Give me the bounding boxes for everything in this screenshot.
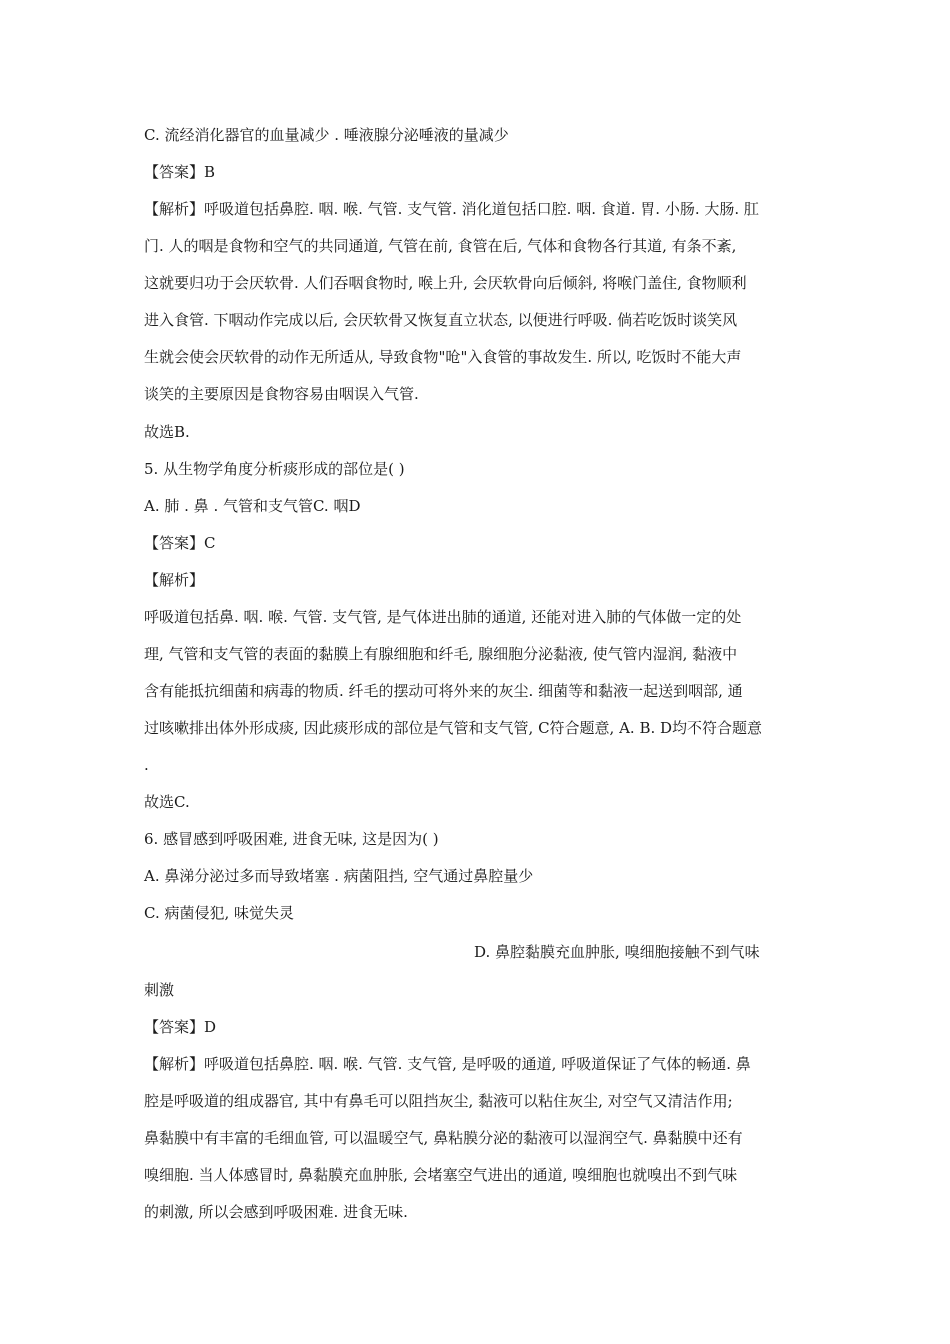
analysis-line: 进入食管. 下咽动作完成以后, 会厌软骨又恢复直立状态, 以便进行呼吸. 倘若吃饭时谈笑风 xyxy=(144,311,738,329)
analysis-line: 含有能抵抗细菌和病毒的物质. 纤毛的摆动可将外来的灰尘. 细菌等和黏液一起送到咽部, 通 xyxy=(144,682,743,700)
question-5-options: A. 肺 . 鼻 . 气管和支气管C. 咽D xyxy=(144,497,361,515)
question-6-option-c: C. 病菌侵犯, 味觉失灵 xyxy=(144,904,295,922)
answer-line: 【答案】B xyxy=(144,163,216,181)
question-5: 5. 从生物学角度分析痰形成的部位是( ) xyxy=(144,460,405,478)
question-6-option-d-cont: 刺激 xyxy=(144,981,175,999)
analysis-line: . xyxy=(144,756,149,774)
analysis-line: 鼻黏膜中有丰富的毛细血管, 可以温暖空气, 鼻粘膜分泌的黏液可以湿润空气. 鼻黏膜中还有 xyxy=(144,1129,743,1147)
analysis-heading: 【解析】 xyxy=(144,571,205,589)
option-c-line: C. 流经消化器官的血量减少 . 唾液腺分泌唾液的量减少 xyxy=(144,126,509,144)
analysis-line: 门. 人的咽是食物和空气的共同通道, 气管在前, 食管在后, 气体和食物各行其道, 有条不紊, xyxy=(144,237,737,255)
analysis-line: 这就要归功于会厌软骨. 人们吞咽食物时, 喉上升, 会厌软骨向后倾斜, 将喉门盖住, 食物顺利 xyxy=(144,274,747,292)
analysis-line: 腔是呼吸道的组成器官, 其中有鼻毛可以阻挡灰尘, 黏液可以粘住灰尘, 对空气又清洁作用; xyxy=(144,1092,733,1110)
question-6-options-ab: A. 鼻涕分泌过多而导致堵塞 . 病菌阻挡, 空气通过鼻腔量少 xyxy=(144,867,534,885)
analysis-line: 【解析】呼吸道包括鼻腔. 咽. 喉. 气管. 支气管, 是呼吸的通道, 呼吸道保证了气体的畅通. 鼻 xyxy=(144,1055,751,1073)
question-6: 6. 感冒感到呼吸困难, 进食无味, 这是因为( ) xyxy=(144,830,439,848)
analysis-line: 的刺激, 所以会感到呼吸困难. 进食无味. xyxy=(144,1203,408,1221)
analysis-line: 生就会使会厌软骨的动作无所适从, 导致食物"呛"入食管的事故发生. 所以, 吃饭时不能大声 xyxy=(144,348,742,366)
analysis-line: 嗅细胞. 当人体感冒时, 鼻黏膜充血肿胀, 会堵塞空气进出的通道, 嗅细胞也就嗅出不到气味 xyxy=(144,1166,738,1184)
choice-line: 故选B. xyxy=(144,423,190,441)
analysis-line: 谈笑的主要原因是食物容易由咽误入气管. xyxy=(144,385,419,403)
answer-line: 【答案】C xyxy=(144,534,216,552)
analysis-line: 理, 气管和支气管的表面的黏膜上有腺细胞和纤毛, 腺细胞分泌黏液, 使气管内湿润, 黏液中 xyxy=(144,645,738,663)
choice-line: 故选C. xyxy=(144,793,190,811)
analysis-line: 过咳嗽排出体外形成痰, 因此痰形成的部位是气管和支气管, C符合题意, A. B. D均不符合题意 xyxy=(144,719,763,737)
answer-line: 【答案】D xyxy=(144,1018,217,1036)
analysis-line: 【解析】呼吸道包括鼻腔. 咽. 喉. 气管. 支气管. 消化道包括口腔. 咽. 食道. 胃. 小肠. 大肠. 肛 xyxy=(144,200,759,218)
question-6-option-d: D. 鼻腔黏膜充血肿胀, 嗅细胞接触不到气味 xyxy=(474,943,760,961)
analysis-line: 呼吸道包括鼻. 咽. 喉. 气管. 支气管, 是气体进出肺的通道, 还能对进入肺的气体做一定的处 xyxy=(144,608,742,626)
